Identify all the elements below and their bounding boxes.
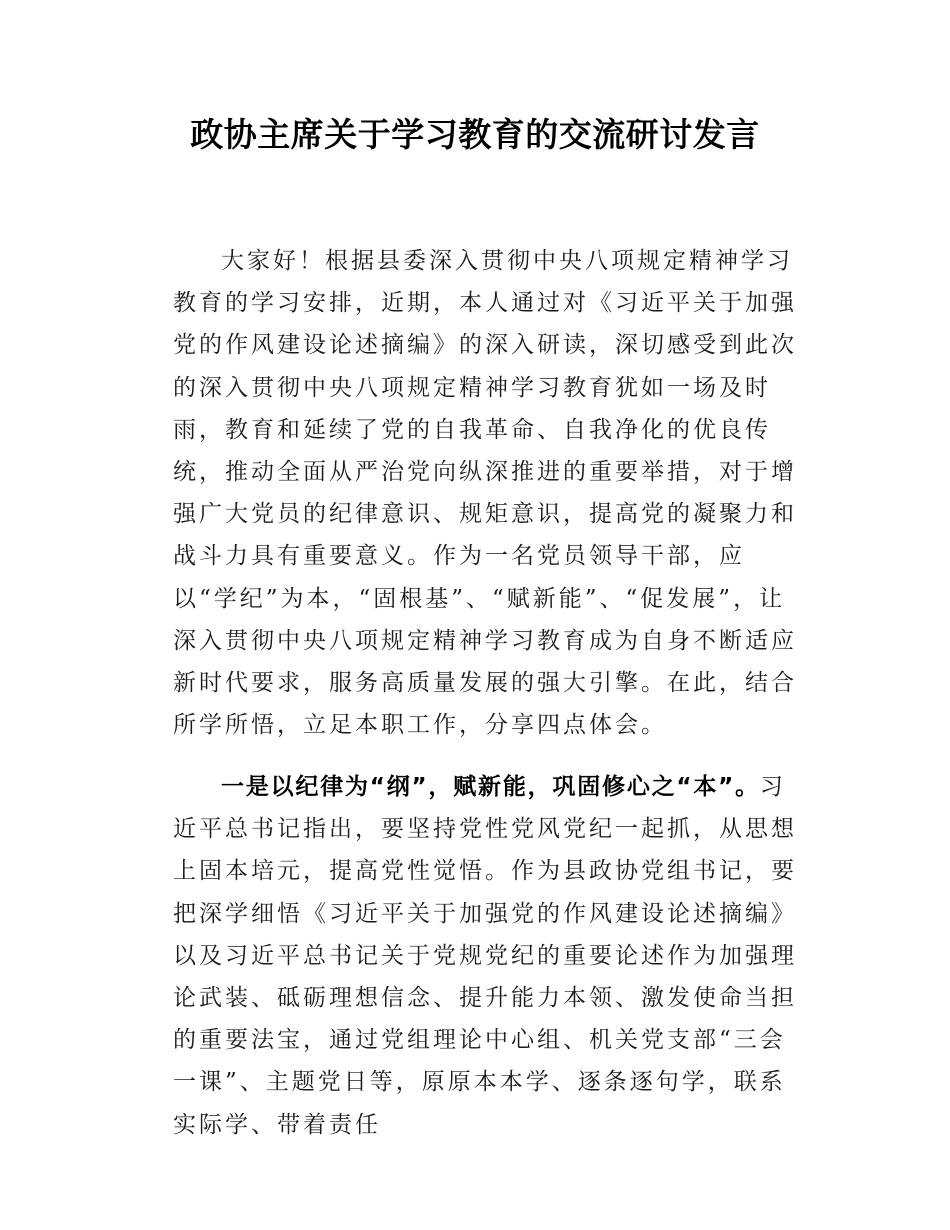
section-heading-1: 一是以纪律为“纲”，赋新能，巩固修心之“本”。 <box>221 774 760 800</box>
paragraph-1-text: 大家好！根据县委深入贯彻中央八项规定精神学习教育的学习安排，近期，本人通过对《习近平关于加强党的作风建设论述摘编》的深入研读，深切感受到此次的深入贯彻中央八项规定精神学习教育犹如一场及时雨，教育和延续了党的自我革命、自我净化的优良传统，推动全面从严治党向纵深推进的重要举措，对于增强广大党员的纪律意识、规矩意识，提高党的凝聚力和战斗力具有重要意义。作为一名党员领导干部，应以“学纪”为本，“固根基”、“赋新能”、“促发展”，让深入贯彻中央八项规定精神学习教育成为自身不断适应新时代要求，服务高质量发展的强大引擎。在此，结合所学所悟，立足本职工作，分享四点体会。 <box>173 248 797 739</box>
paragraph-2-text: 习近平总书记指出，要坚持党性党风党纪一起抓，从思想上固本培元，提高党性觉悟。作为县政协党组书记，要把深学细悟《习近平关于加强党的作风建设论述摘编》以及习近平总书记关于党规党纪的重要论述作为加强理论武装、砥砺理想信念、提升能力本领、激发使命当担的重要法宝，通过党组理论中心组、机关党支部“三会一课”、主题党日等，原原本本学、逐条逐句学，联系实际学、带着责任 <box>173 774 797 1138</box>
document-title: 政协主席关于学习教育的交流研讨发言 <box>190 115 760 154</box>
body-paragraph-1 <box>173 240 803 746</box>
body-paragraph-2 <box>173 766 803 1146</box>
